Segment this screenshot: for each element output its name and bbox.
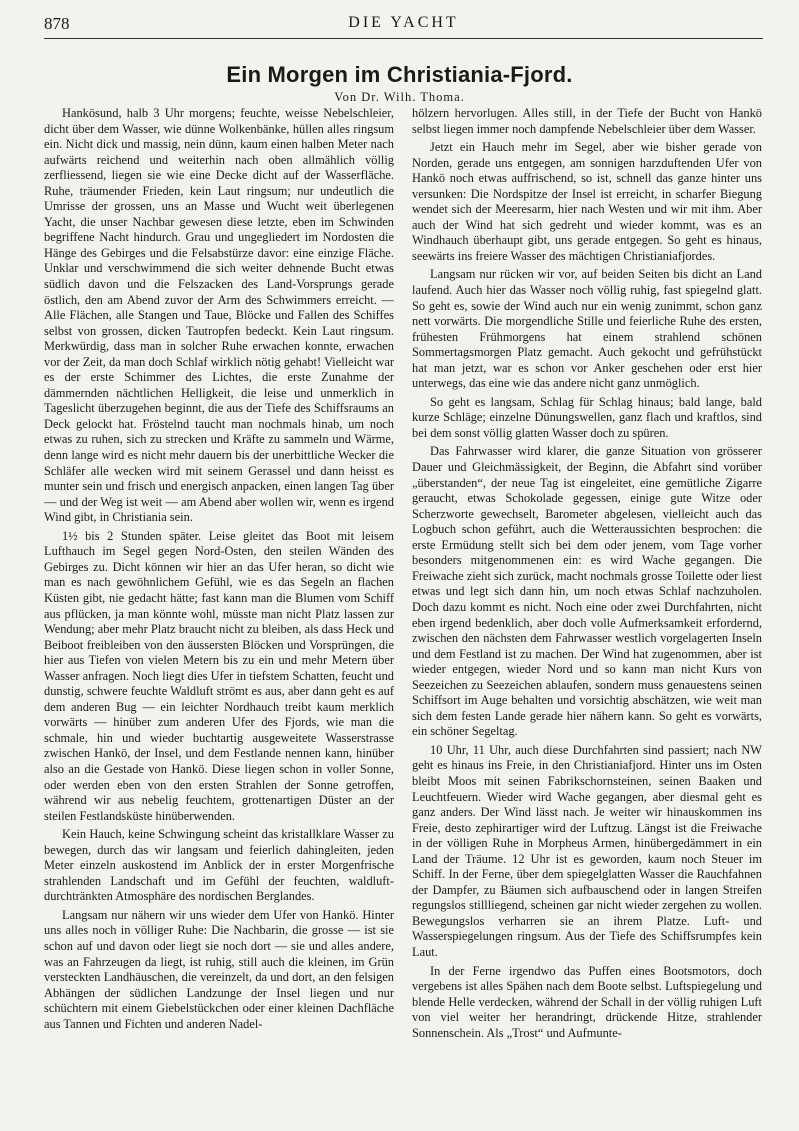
paragraph: Kein Hauch, keine Schwingung scheint das kristallklare Wasser zu bewegen, durch das wir langsam und feierlich dahingleiten, jeden Meter einzeln auskostend im Anblick der in erster Morgenfrische strahlenden Landschaft und im Gefühl der feuchten, waldluft-durchtränkten Atmosphäre des nordischen Berglandes.	[44, 827, 394, 904]
paragraph: So geht es langsam, Schlag für Schlag hinaus; bald lange, bald kurze Schläge; einzelne Dünungswellen, ganz flach und kraftlos, sind bei dem sonst völlig glatten Wasser doch zu spüren.	[412, 394, 762, 440]
paragraph: Hankösund, halb 3 Uhr morgens; feuchte, weisse Nebelschleier, dicht über dem Wasser, wie dünne Wolkenbänke, hüllen alles ringsum ein. Nicht dick und massig, nein dünn, kaum einen halben Meter nach aufwärts reichend und weiterhin nach oben allmählich völlig zerfliessend, liegen sie wie eine Decke dicht auf der Wasserfläche. Ruhe, träumender Frieden, kein Laut ringsum; nur undeutlich die Umrisse der grossen, uns an Masse und Wucht weit überlegenen Yacht, die unser Nachbar gewesen diese letzte, eben im Schwinden begriffene Nacht hindurch. Grau und ungegliedert im Nordosten die Hänge des Gebirges und die Felsabstürze davor: eine einzige Fläche. Unklar und verschwimmend die sich weiter dehnende Bucht etwas südlich davon und die Felszacken des Land-Vorsprungs gerade östlich, den am Abend zuvor der Arm des Schwimmers erreicht. — Alle Flächen, alle Stangen und Taue, Blöcke und Fallen des Schiffes selbst von grossen, dicken Tautropfen bedeckt. Kein Laut ringsum. Merkwürdig, dass man in solcher Ruhe erwachen konnte, erwachen vor der Zeit, da man doch Schlaf wirklich nötig gehabt! Vielleicht war es der erste Schimmer des Lichtes, die erste Zunahme der dämmernden nächtlichen Helligkeit, die leise und unmerklich in Tageslicht überzugehen beginnt, die aus der Tiefe des Schiffsraums an Deck gelockt hat. Fröstelnd taucht man nochmals hinab, um noch etwas zu ruhen, sich zu strecken und Kräfte zu sammeln und Wärme, denn lange wird es nicht mehr dauern bis der unerbittliche Wecker die Schläfer alle wecken wird mit seinem Gerassel und dann heisst es munter sein und frisch und energisch anpacken, einen langen Tag über — und der Weg ist weit — am Abend aber wollen wir, wenn es irgend Wind gibt, in Christiania sein.	[44, 106, 394, 525]
article-title: Ein Morgen im Christiania-Fjord.	[226, 62, 573, 87]
paragraph: 1½ bis 2 Stunden später. Leise gleitet das Boot mit leisem Lufthauch im Segel gegen Nord-Osten, den steilen Wänden des Gebirges zu. Dicht können wir hier an das Ufer heran, so dicht wie man es nach gewöhnlichem Gefühl, wie es das Segeln an flachen Küsten gibt, nie gedacht hätte; fast kann man die Blumen vom Schiff aus pflücken, ja man könnte wohl, müsste man nicht Platz lassen zur Wendung; aber mehr Platz braucht nicht zu bleiben, als dass Heck und Beiboot freibleiben von den äussersten Blöcken und Vorsprüngen, die hier aus Tiefen von vielen Metern bis zu ein und mehr Metern über Wasser anfragen. Noch liegt dies Ufer in tiefstem Schatten, feucht und dunstig, schwere feuchte Waldluft strömt es aus, aber dann geht es auf dem anderen Bug — ein leichter Nordhauch treibt kaum merklich vorwärts — hinüber zum anderen Ufer des Fjords, wie man die schmale, hin und wieder buchtartig ausgeweitete Wasserstrasse zwischen Hankö, der Insel, und dem Festlande nennen kann, hinüber also an die Gestade von Hankö. Diese liegen schon in voller Sonne, oder werden eben von den ersten Strahlen der Sonne getroffen, während wir aus nebelig feuchtem, grottenartigen Düster an der steilen Festlandsküste hinüberwenden.	[44, 528, 394, 823]
running-head: DIE YACHT	[348, 14, 459, 31]
paragraph: Langsam nur rücken wir vor, auf beiden Seiten bis dicht an Land laufend. Auch hier das Wasser noch völlig ruhig, fast spiegelnd glatt. So geht es, sowie der Wind auch nur ein wenig zunimmt, schon ganz nett vorwärts. Die morgendliche Stille und feierliche Ruhe des ersten, frühesten Frühmorgens hat einem strahlend schönen Sommertagsmorgen Platz gemacht. Auch gekocht und gefrühstückt hat man jetzt, war es schon vor Anker geschehen oder erst hier unterwegs, das eine wie das andere nicht ganz unmöglich.	[412, 267, 762, 391]
paragraph: 10 Uhr, 11 Uhr, auch diese Durchfahrten sind passiert; nach NW geht es hinaus ins Freie, in den Christianiafjord. Hinter uns im Osten bleibt Moos mit seinen Fabrikschornsteinen, seinen Baaken und Leuchtfeuern. Wieder wird Wache gegangen, aber diesmal geht es ganz anders. Der Wind lässt nach. Je weiter wir hinauskommen ins Freie, desto zephirartiger wird der Luftzug. Längst ist die Freiwache in der völligen Ruhe in Morpheus Armen, hinübergedämmert in ein Land der Träume. 12 Uhr ist es geworden, kaum noch Steuer im Schiff. In der Ferne, über dem spiegelglatten Wasser die Rauchfahnen der Dampfer, zu Bäumen sich aufbauschend oder in langen Streifen regungslos stillliegend, scheinen gar nicht wieder zergehen zu wollen. Bewegungslos verharren sie an ihrem Platze. Luft- und Wasserspiegelungen ringsum. Aus der Tiefe des Schiffsrumpfes kein Laut.	[412, 742, 762, 959]
paragraph: In der Ferne irgendwo das Puffen eines Bootsmotors, doch vergebens ist alles Spähen nach dem Boote selbst. Luftspiegelung und blende Helle verdecken, während der Schall in der völlig ruhigen Luft von viel weiter her herandringt, drückende Hitze, strahlender Sonnenschein. Als „Trost“ und Aufmunte-	[412, 963, 762, 1040]
paragraph: Jetzt ein Hauch mehr im Segel, aber wie bisher gerade von Norden, gerade uns entgegen, am sonnigen harzduftenden Ufer von Hankö noch etwas auffrischend, so ist, schnell das ganze hinter uns versunken: Die Nordspitze der Insel ist erreicht, in scharfer Biegung wendet sich der Meeresarm, hier nach Westen und wir mit ihm. Aber auch der Wind hat sich gedreht und wieder kommt, was es an Windhauch überhaupt gibt, uns gerade entgegen. So geht es hinaus, seewärts ins freiere Wasser des mächtigen Christianiafjordes.	[412, 140, 762, 263]
left-column	[44, 106, 394, 1116]
paragraph: Das Fahrwasser wird klarer, die ganze Situation von grösserer Dauer und Gleichmässigkeit, der Beginn, die Abfahrt sind vorüber „überstanden“, der neue Tag ist eingeleitet, eine gemütliche Zigarre geraucht, etwas Schokolade gegessen, einige gute Witze oder Scherzworte gewechselt, Barometer abgelesen, vielleicht auch das Logbuch schon geführt, auch die Wetteraussichten besprochen: die erste Ermüdung stellt sich bei dem oder jenem, vom Tage vorher besonders mitgenommenen ein: es wird Wache gegangen. Die Freiwache zieht sich zurück, macht nochmals grosse Toilette oder liest etwas und legt sich dann hin, um noch etwas Schlaf nachzuholen. Doch dazu kommt es nicht. Noch eine oder zwei Durchfahrten, nicht eben irgend bedenklich, aber doch volle Aufmerksamkeit erfordernd, zwischen den nächsten dem Fahrwasser westlich vorgelagerten Inseln und dem Festland ist zu machen. Der Wind hat zugenommen, aber ist wieder entgegen, wieder Nord und so kann man nicht Kurs von Seezeichen zu Seezeichen ablaufen, sondern muss genauestens seinen Schiffsort im Auge behalten und vorsichtig abschätzen, wie weit man sich dem festen Lande gerade hier nähern kann. So geht es vorwärts, ein schöner Segeltag.	[412, 444, 762, 739]
paragraph: Langsam nur nähern wir uns wieder dem Ufer von Hankö. Hinter uns alles noch in völliger Ruhe: Die Nachbarin, die grosse — ist sie schon auf und davon oder liegt sie noch dort — sie und alles andere, was an Fahrzeugen da liegt, ist ruhig, still auch die kleinen, im Grün versteckten Landhäuschen, die vereinzelt, da und dort, an den felsigen Abhängen der südlichen Landzunge der Insel liegen und nur schüchtern mit einem Giebelstückchen oder einer kleinen Dachfläche aus Tannen und Fichten und anderen Nadel-	[44, 907, 394, 1031]
right-column	[412, 106, 762, 1116]
article-byline: Von Dr. Wilh. Thoma.	[334, 90, 465, 104]
page-header	[44, 14, 763, 39]
page-number: 878	[44, 14, 70, 33]
paragraph: hölzern hervorlugen. Alles still, in der Tiefe der Bucht von Hankö selbst liegen immer noch dampfende Nebelschleier über dem Wasser.	[412, 106, 762, 136]
